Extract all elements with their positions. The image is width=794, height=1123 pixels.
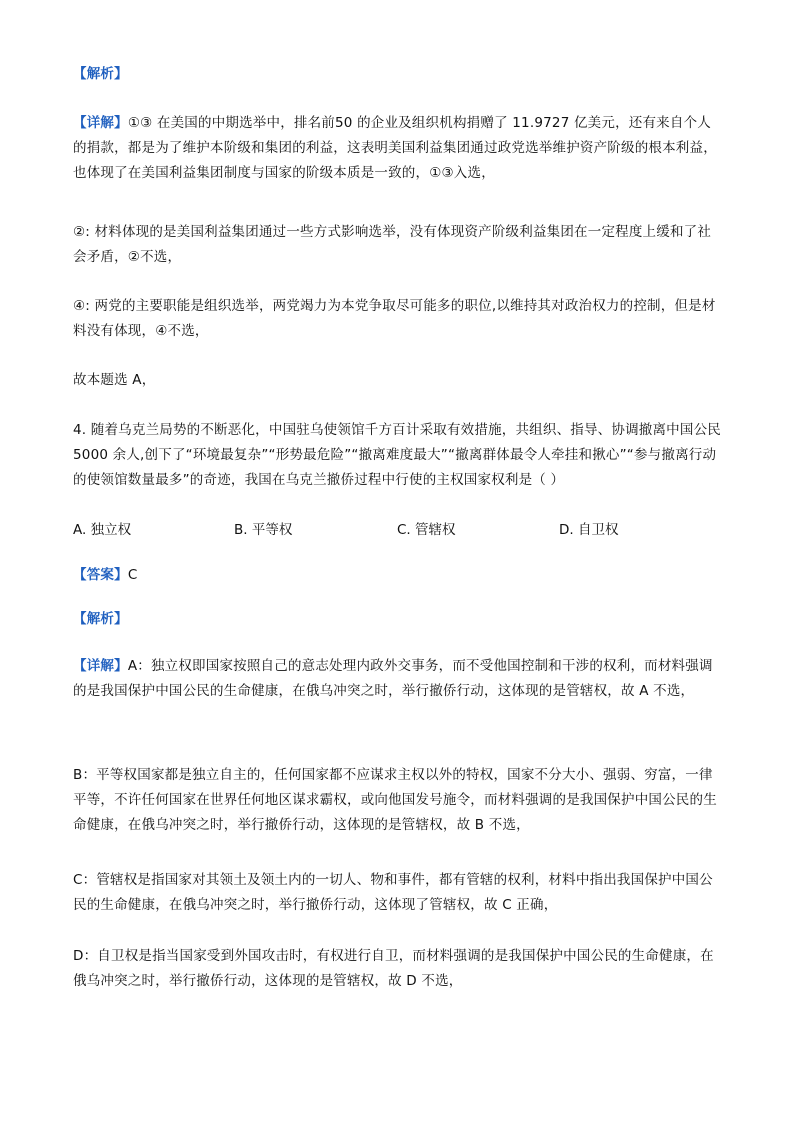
explanation-d: [73, 944, 723, 994]
option-c: [397, 518, 456, 543]
section-label: 【解析】: [73, 611, 128, 627]
detail-text: ④: 两党的主要职能是组织选举，两党竭力为本党争取尽可能多的职位,以维持其对政治权力的控制，但是材料没有体现，④不选，: [73, 298, 716, 339]
detail-tag: 【详解】: [73, 658, 128, 674]
option-d: [559, 518, 618, 543]
explanation-b: [73, 763, 723, 838]
detail-paragraph-1: [73, 111, 723, 186]
analysis-heading-1: [73, 62, 723, 87]
explanation-c: [73, 868, 723, 918]
explanation-a-text: A：独立权即国家按照自己的意志处理内政外交事务，而不受他国控制和干涉的权利，而材料强调的是我国保护中国公民的生命健康，在俄乌冲突之时，举行撤侨行动，这体现的是管辖权，故 A 不选，: [73, 658, 713, 699]
answer-value: C: [127, 567, 138, 583]
explanation-b-text: B：平等权国家都是独立自主的，任何国家都不应谋求主权以外的特权，国家不分大小、强弱、穷富，一律平等，不许任何国家在世界任何地区谋求霸权，或向他国发号施令，而材料强调的是我国保护中国公民的生命健康，在俄乌冲突之时，举行撤侨行动，这体现的是管辖权，故 B 不选，: [73, 767, 717, 833]
option-b-label: B. 平等权: [234, 522, 293, 538]
question-text: 4. 随着乌克兰局势的不断恶化，中国驻乌使领馆千方百计采取有效措施，共组织、指导、协调撤离中国公民 5000 余人,创下了“环境最复杂”“形势最危险”“撤离难度最大”“撤离群体最令人牵挂和揪心”“参与撤离行动的使领馆数量最多”的奇迹，我国在乌克兰撤侨过程中行使的主权国家权利是（ ）: [73, 422, 721, 488]
explanation-a: [73, 654, 723, 704]
analysis-heading-2: [73, 607, 723, 632]
conclusion-text: 故本题选 A，: [73, 372, 156, 388]
option-d-label: D. 自卫权: [559, 522, 619, 538]
option-c-label: C. 管辖权: [397, 522, 456, 538]
detail-paragraph-2: [73, 220, 723, 270]
detail-text: ①③ 在美国的中期选举中，排名前50 的企业及组织机构捐赠了 11.9727 亿美元，还有来自个人的捐款，都是为了维护本阶级和集团的利益，这表明美国利益集团通过政党选举维护资产阶级的根本利益，也体现了在美国利益集团制度与国家的阶级本质是一致的，①③入选，: [73, 115, 717, 181]
option-a: [73, 518, 131, 543]
answer-line: [73, 563, 723, 588]
detail-paragraph-3: [73, 294, 723, 344]
section-label: 【解析】: [73, 66, 128, 82]
question-4: [73, 418, 723, 493]
option-b: [234, 518, 292, 543]
answer-tag: 【答案】: [73, 567, 128, 583]
conclusion-paragraph: [73, 368, 723, 393]
detail-tag: 【详解】: [73, 115, 128, 131]
explanation-d-text: D：自卫权是指当国家受到外国攻击时，有权进行自卫，而材料强调的是我国保护中国公民的生命健康，在俄乌冲突之时，举行撤侨行动，这体现的是管辖权，故 D 不选，: [73, 948, 714, 989]
explanation-c-text: C：管辖权是指国家对其领土及领土内的一切人、物和事件，都有管辖的权利，材料中指出我国保护中国公民的生命健康，在俄乌冲突之时，举行撤侨行动，这体现了管辖权，故 C 正确，: [73, 872, 713, 913]
detail-text: ②: 材料体现的是美国利益集团通过一些方式影响选举，没有体现资产阶级利益集团在一定程度上缓和了社会矛盾，②不选，: [73, 224, 712, 265]
option-a-label: A. 独立权: [73, 522, 132, 538]
